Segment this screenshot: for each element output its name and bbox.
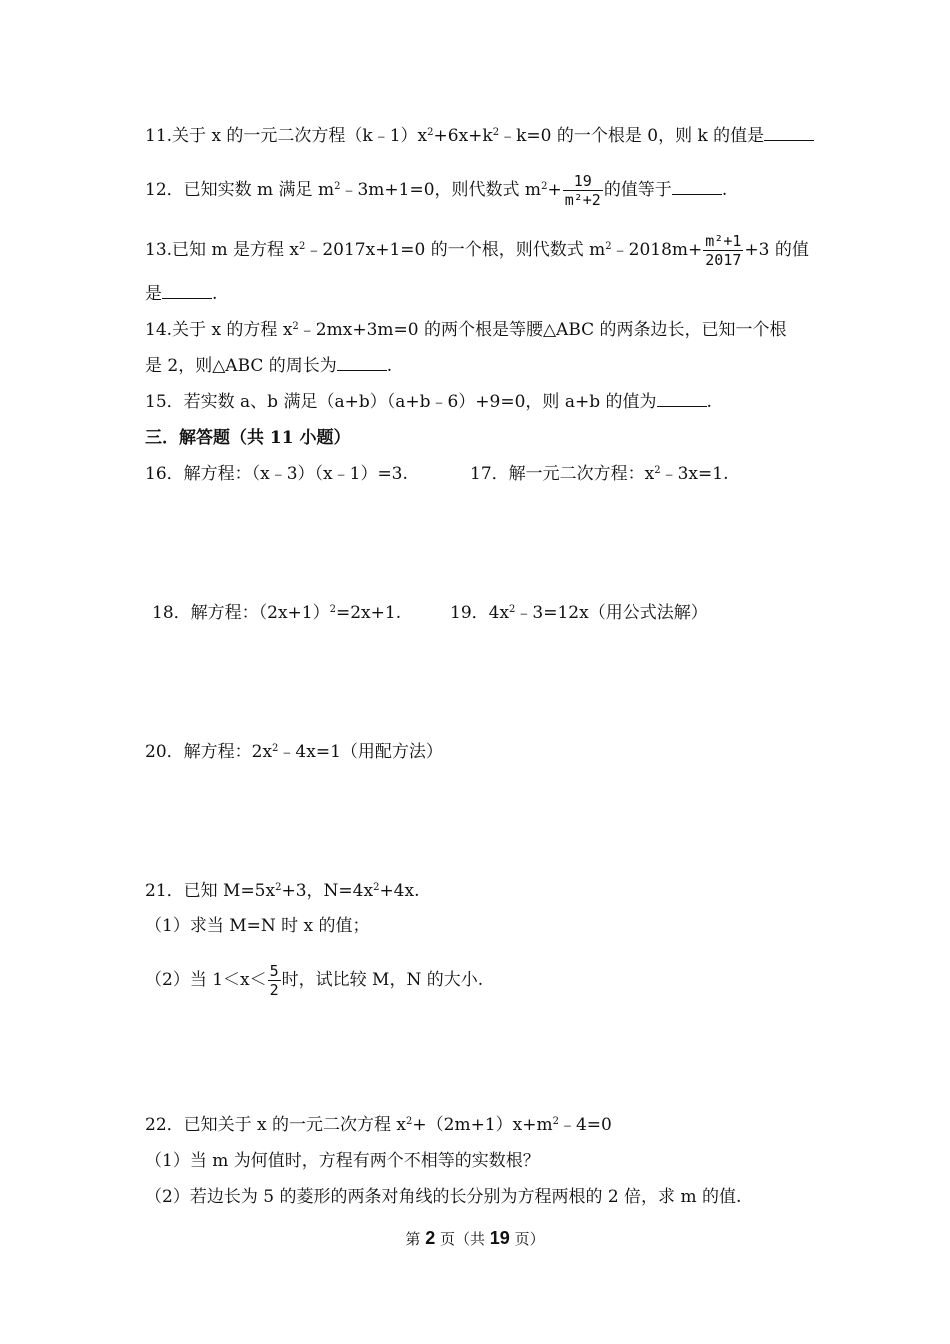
answer-blank[interactable] <box>657 390 707 407</box>
question-12: 12．已知实数 m 满足 $m^2﹣3m+1=0$，则代数式 $m^2+$ $\frac{19}{\text{m²+2}}$ 的值等于 . <box>145 172 728 209</box>
question-13-line2: 是 . <box>145 284 218 304</box>
question-11: 11.关于 x 的一元二次方程$(k﹣1)x^2+6x+k^2﹣k=0$ 的一个根是 0，则 k 的值是 <box>145 124 814 148</box>
question-20: 20．解方程：$2x^2﹣4x=1$（用配方法） <box>145 742 443 762</box>
question-22-part1: （1）当 m 为何值时，方程有两个不相等的实数根？ <box>145 1151 540 1171</box>
fraction: $\frac{19}{\text{m²+2}}$ <box>564 172 601 209</box>
question-15: 15．若实数 a、b 满足（a+b）（a+b﹣6）+9=0，则 a+b 的值为 . <box>145 392 712 412</box>
question-18: 18．解方程：$(2x+1)^2=2x+1$. <box>152 603 402 623</box>
question-21-part2: （2）当 1＜x＜ $\frac{5}{2}$ 时，试比较 M，N 的大小. <box>145 962 484 999</box>
question-17: 17．解一元二次方程：$x^2﹣3x=1$. <box>470 464 729 484</box>
answer-blank[interactable] <box>672 178 722 195</box>
fraction: $\frac{5}{2}$ <box>269 962 279 999</box>
fraction: $\frac{\text{m²+1}}{2017}$ <box>705 232 742 269</box>
page-total: 19 <box>489 1228 510 1248</box>
answer-blank[interactable] <box>764 124 814 141</box>
question-16: 16．解方程：（x﹣3）（x﹣1）=3. <box>145 464 408 484</box>
answer-blank[interactable] <box>162 282 212 299</box>
question-14: 14.关于 x 的方程 $x^2﹣2mx+3m=0$ 的两个根是等腰△ABC 的两条边长，已知一个根 <box>145 320 787 340</box>
question-21: 21．已知 $M=5x^2+3$，$N=4x^2+4x$. <box>145 881 420 901</box>
page-footer: 第 2 页（共 19 页） <box>405 1228 545 1248</box>
section-heading: 三．解答题（共 11 小题） <box>145 428 351 448</box>
question-22: 22．已知关于 x 的一元二次方程 $x^2+(2m+1)x+m^2﹣4=0$ <box>145 1115 612 1135</box>
question-19: 19．$4x^2﹣3=12x$（用公式法解） <box>450 603 708 623</box>
page-number: 2 <box>425 1228 436 1248</box>
question-21-part1: （1）求当 M=N 时 x 的值； <box>145 916 370 936</box>
question-22-part2: （2）若边长为 5 的菱形的两条对角线的长分别为方程两根的 2 倍，求 m 的值. <box>145 1187 742 1207</box>
answer-blank[interactable] <box>337 354 387 371</box>
question-13: 13.已知 m 是方程 $x^2﹣2017x+1=0$ 的一个根，则代数式 $m^2﹣2018m+$ $\frac{\text{m²+1}}{2017}$ +3 的值 <box>145 232 809 269</box>
question-14-line2: 是 2，则△ABC 的周长为 . <box>145 356 393 376</box>
